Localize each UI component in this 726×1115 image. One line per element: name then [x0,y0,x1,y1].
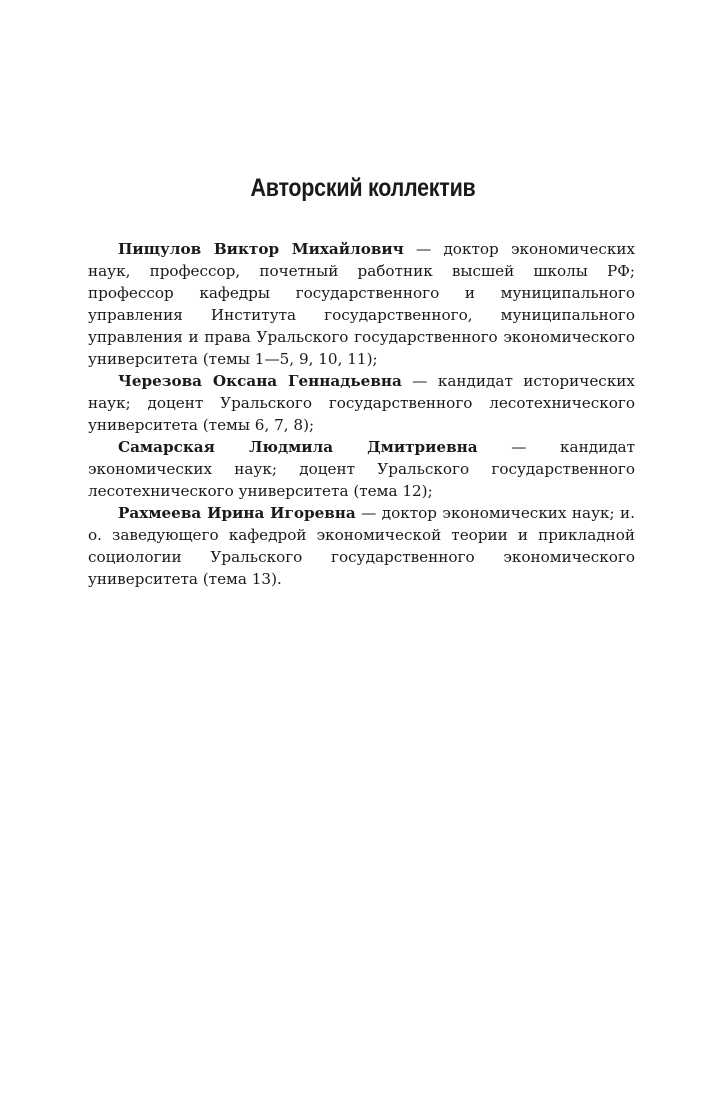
author-description: — доктор экономических наук, профессор, почетный работник высшей школы РФ; профессор кафедры государственного и муниципального управления Института государственного, муниципального управления и права Уральского государственного экономического университета (темы 1—5, 9, 10, 11); [88,240,636,368]
author-description: — доктор экономических наук; и. о. заведующего кафедрой экономической теории и прикладной социологии Уральского государственного экономического университета (тема 13). [88,504,635,588]
author-description: — кандидат исторических наук; доцент Уральского государственного лесотехнического университета (темы 6, 7, 8); [88,372,635,434]
author-name: Черезова Оксана Геннадьевна [118,372,402,390]
author-name: Рахмеева Ирина Игоревна [118,504,356,522]
author-description: — кандидат экономических наук; доцент Уральского государственного лесотехнического университета (тема 12); [88,438,636,500]
page-title: Авторский коллектив [250,174,476,202]
author-entry [88,436,635,502]
author-name: Самарская Людмила Дмитриевна [118,438,478,456]
author-entry [88,238,635,370]
author-list [88,238,635,590]
author-entry [88,502,635,590]
author-entry [88,370,635,436]
author-name: Пищулов Виктор Михайлович [118,240,404,258]
